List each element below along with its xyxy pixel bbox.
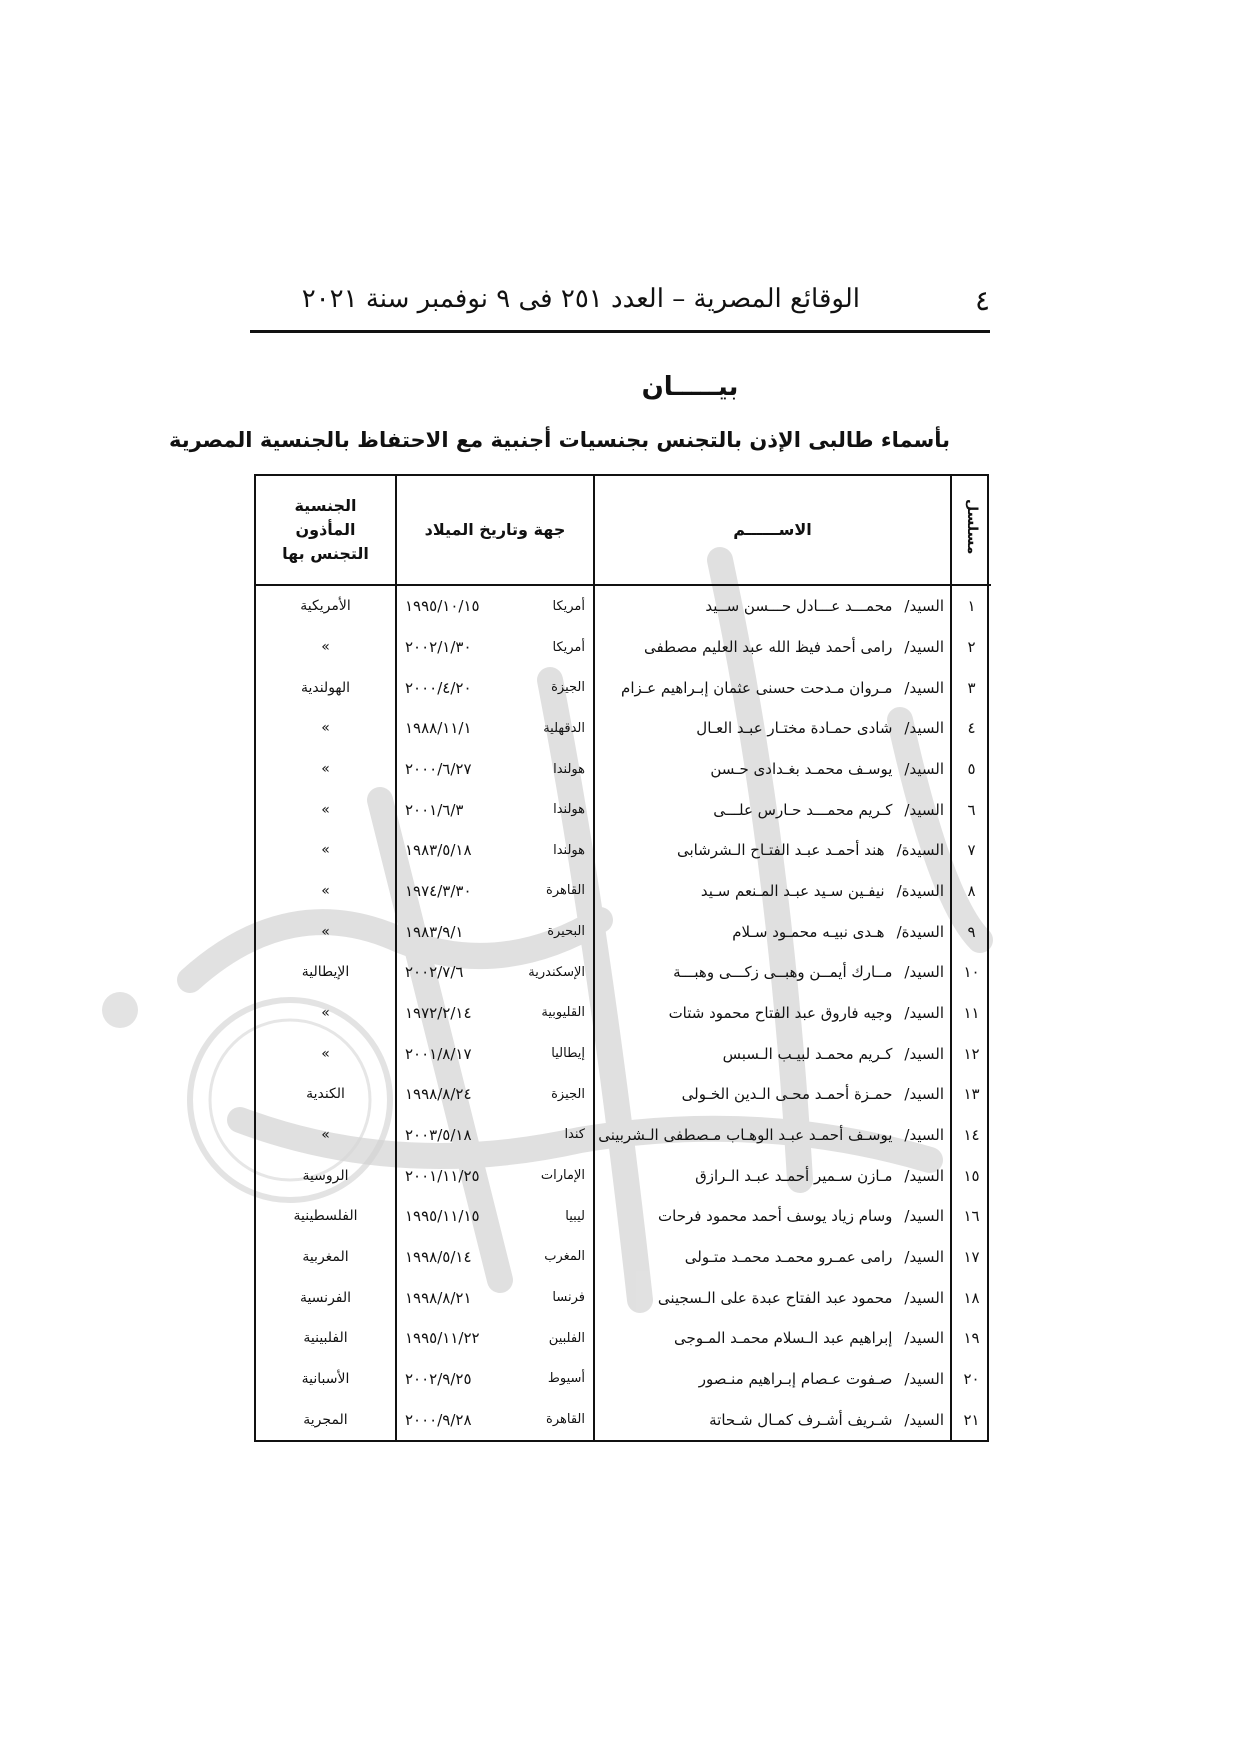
name-cell <box>594 871 951 912</box>
nationality-cell: الأسبانية <box>301 1370 350 1387</box>
birth-date: ٢٠٠٣/٥/١٨ <box>405 1125 472 1144</box>
person-name: حمـزة أحمـد محـى الـدين الخـولى <box>681 1085 893 1104</box>
birth-place: كندا <box>564 1127 585 1143</box>
serial-number-cell: ٧ <box>951 830 991 871</box>
name-cell <box>594 952 951 993</box>
serial-number-cell: ١٥ <box>951 1155 991 1196</box>
birth-date: ١٩٩٥/١١/١٥ <box>405 1207 480 1226</box>
honorific: السيد/ <box>904 1003 944 1022</box>
honorific: السيد/ <box>904 800 944 819</box>
birth-place: الإمارات <box>540 1168 585 1184</box>
serial-number-cell: ٦ <box>951 789 991 830</box>
name-cell <box>594 708 951 749</box>
birth-cell <box>396 993 594 1034</box>
table-row <box>256 952 991 993</box>
birth-place: المغرب <box>544 1249 585 1265</box>
serial-number-cell: ١٢ <box>951 1033 991 1074</box>
table-row <box>256 749 991 790</box>
birth-cell <box>396 627 594 668</box>
honorific: السيد/ <box>904 1329 944 1348</box>
nationality-cell: » <box>321 842 330 859</box>
table-row <box>256 1033 991 1074</box>
person-name: هند أحمـد عبـد الفتـاح الـشرشابى <box>676 841 885 860</box>
serial-number-cell: ١٨ <box>951 1277 991 1318</box>
table-row <box>256 667 991 708</box>
birth-cell <box>396 1196 594 1237</box>
birth-cell <box>396 1155 594 1196</box>
table-row <box>256 1196 991 1237</box>
birth-place: إيطاليا <box>551 1046 585 1062</box>
table-row <box>256 1074 991 1115</box>
person-name: رامى أحمد فيظ الله عبد العليم مصطفى <box>643 638 893 657</box>
birth-place: القليوبية <box>541 1005 585 1021</box>
nationality-header-line1: الجنسية المأذون <box>294 496 357 539</box>
person-name: محمـــد عـــادل حـــسن ســيد <box>705 597 893 616</box>
name-cell <box>594 749 951 790</box>
name-cell <box>594 1359 951 1400</box>
birth-cell <box>396 1277 594 1318</box>
nationality-cell: » <box>321 1045 330 1062</box>
serial-number-cell: ١ <box>951 585 991 627</box>
page-header <box>250 282 990 333</box>
table-row <box>256 708 991 749</box>
birth-date: ٢٠٠٢/٩/٢٥ <box>405 1369 472 1388</box>
birth-date: ٢٠٠١/١١/٢٥ <box>405 1166 480 1185</box>
table-row <box>256 1359 991 1400</box>
birth-date: ١٩٨٣/٩/١ <box>405 922 464 941</box>
honorific: السيدة/ <box>896 922 944 941</box>
birth-date: ٢٠٠١/٨/١٧ <box>405 1044 472 1063</box>
birth-cell <box>396 749 594 790</box>
person-name: مـازن سـمير أحمـد عبـد الـرازق <box>695 1166 893 1185</box>
birth-place: أمريكا <box>552 598 585 614</box>
name-cell <box>594 1074 951 1115</box>
birth-date: ١٩٩٨/٨/٢١ <box>405 1288 472 1307</box>
birth-place: أمريكا <box>552 639 585 655</box>
table-row <box>256 830 991 871</box>
person-name: صـفوت عـصام إبـراهيم منـصور <box>698 1369 893 1388</box>
serial-number-cell: ١٧ <box>951 1237 991 1278</box>
honorific: السيد/ <box>904 1125 944 1144</box>
nationality-header-line2: التجنس بها <box>282 544 369 563</box>
person-name: يوسـف محمـد بغـدادى حـسن <box>710 760 893 778</box>
serial-number-cell: ٢١ <box>951 1399 991 1440</box>
birth-cell <box>396 1359 594 1400</box>
nationality-cell: الفلسطينية <box>293 1208 358 1225</box>
table-row <box>256 871 991 912</box>
nationality-cell: المغربية <box>302 1248 349 1265</box>
nationality-cell: الأمريكية <box>300 598 351 615</box>
birth-cell <box>396 1115 594 1156</box>
birth-date: ١٩٩٨/٥/١٤ <box>405 1247 472 1266</box>
nationality-cell: الإيطالية <box>301 964 350 981</box>
person-name: هـدى نبيـه محمـود سـلام <box>732 922 885 941</box>
serial-number-cell: ٢٠ <box>951 1359 991 1400</box>
column-header-name: الاســــــم <box>594 476 951 585</box>
honorific: السيد/ <box>904 1247 944 1266</box>
serial-number-cell: ١٤ <box>951 1115 991 1156</box>
serial-number-cell: ١٣ <box>951 1074 991 1115</box>
name-cell <box>594 1399 951 1440</box>
nationality-cell: » <box>321 1126 330 1143</box>
name-cell <box>594 585 951 627</box>
birth-date: ٢٠٠٢/٧/٦ <box>405 963 464 982</box>
column-header-nationality <box>256 476 396 585</box>
person-name: وجيه فاروق عبد الفتاح محمود شتات <box>668 1003 893 1022</box>
name-cell <box>594 911 951 952</box>
person-name: وسام زياد يوسف أحمد محمود فرحات <box>658 1207 893 1226</box>
naturalization-table-frame <box>254 474 989 1442</box>
person-name: محمود عبد الفتاح عبدة على الـسجينى <box>657 1288 893 1307</box>
birth-cell <box>396 1237 594 1278</box>
table-row <box>256 1155 991 1196</box>
name-cell <box>594 1196 951 1237</box>
birth-cell <box>396 1074 594 1115</box>
nationality-cell: الفلبينية <box>303 1330 348 1347</box>
serial-number-cell: ١٦ <box>951 1196 991 1237</box>
document-heading: بيـــــان <box>641 372 739 402</box>
nationality-cell: الروسية <box>302 1167 349 1184</box>
birth-date: ٢٠٠٢/١/٣٠ <box>405 638 472 657</box>
person-name: رامى عمـرو محمـد محمـد متـولى <box>684 1247 893 1266</box>
honorific: السيد/ <box>904 1410 944 1429</box>
person-name: شادى حمـادة مختـار عبـد العـال <box>696 719 893 738</box>
nationality-cell: » <box>321 761 330 777</box>
nationality-cell: » <box>321 639 330 656</box>
person-name: مــارك أيمــن وهبــى زكـــى وهبـــة <box>673 963 893 982</box>
table-header-row <box>256 476 991 585</box>
serial-number-cell: ٥ <box>951 749 991 790</box>
birth-place: هولندا <box>553 842 585 858</box>
birth-cell <box>396 911 594 952</box>
honorific: السيد/ <box>904 963 944 982</box>
table-row <box>256 911 991 952</box>
birth-date: ١٩٩٥/١١/٢٢ <box>405 1329 480 1348</box>
nationality-cell: » <box>321 882 330 899</box>
birth-cell <box>396 1318 594 1359</box>
nationality-cell: » <box>321 801 330 818</box>
birth-place: الجيزة <box>551 680 585 696</box>
birth-cell <box>396 789 594 830</box>
birth-date: ١٩٩٥/١٠/١٥ <box>405 597 480 616</box>
serial-number-cell: ١٩ <box>951 1318 991 1359</box>
column-header-birth: جهة وتاريخ الميلاد <box>396 476 594 585</box>
nationality-cell: الفرنسية <box>299 1289 352 1306</box>
document-subheading: بأسماء طالبى الإذن بالتجنس بجنسيات أجنبية مع الاحتفاظ بالجنسية المصرية <box>168 428 950 452</box>
serial-number-cell: ٤ <box>951 708 991 749</box>
person-name: كـريم محمـــد حـارس علـــى <box>713 800 893 819</box>
honorific: السيد/ <box>904 1085 944 1104</box>
birth-place: الدقهلية <box>543 720 585 736</box>
table-body <box>256 585 991 1440</box>
honorific: السيد/ <box>904 1207 944 1226</box>
nationality-cell: » <box>321 720 330 737</box>
nationality-cell: » <box>321 1004 330 1021</box>
name-cell <box>594 1033 951 1074</box>
nationality-cell: الهولندية <box>300 679 351 696</box>
birth-cell <box>396 585 594 627</box>
table-row <box>256 1399 991 1440</box>
person-name: يوسـف أحمـد عبـد الوهـاب مـصطفى الـشربينى <box>598 1125 893 1144</box>
serial-number-cell: ٣ <box>951 667 991 708</box>
birth-place: فرنسا <box>552 1290 585 1306</box>
naturalization-table <box>256 476 991 1440</box>
person-name: مـروان مـدحت حسنى عثمان إبـراهيم عـزام <box>621 678 893 697</box>
table-row <box>256 585 991 627</box>
birth-date: ١٩٩٨/٨/٢٤ <box>405 1085 472 1104</box>
birth-place: القاهرة <box>546 883 585 899</box>
honorific: السيد/ <box>904 719 944 738</box>
birth-place: الفلبين <box>548 1330 585 1346</box>
table-row <box>256 1115 991 1156</box>
birth-cell <box>396 830 594 871</box>
birth-date: ٢٠٠٠/٦/٢٧ <box>405 760 472 778</box>
birth-date: ٢٠٠٠/٩/٢٨ <box>405 1410 472 1429</box>
birth-cell <box>396 871 594 912</box>
birth-place: الجيزة <box>551 1086 585 1102</box>
name-cell <box>594 1277 951 1318</box>
birth-date: ٢٠٠٠/٤/٢٠ <box>405 678 472 697</box>
birth-date: ١٩٨٣/٥/١٨ <box>405 841 472 860</box>
birth-place: أسيوط <box>547 1371 585 1387</box>
page-number: ٤ <box>974 284 990 317</box>
serial-number-cell: ٩ <box>951 911 991 952</box>
table-row <box>256 993 991 1034</box>
birth-cell <box>396 952 594 993</box>
honorific: السيدة/ <box>896 881 944 900</box>
name-cell <box>594 789 951 830</box>
nationality-cell: المجرية <box>303 1411 348 1428</box>
table-row <box>256 1277 991 1318</box>
birth-date: ١٩٧٢/٢/١٤ <box>405 1003 472 1022</box>
gazette-issue-title: الوقائع المصرية – العدد ٢٥١ فى ٩ نوفمبر سنة ٢٠٢١ <box>301 284 860 314</box>
nationality-cell: » <box>321 923 330 940</box>
honorific: السيد/ <box>904 597 944 616</box>
birth-date: ١٩٨٨/١١/١ <box>405 719 472 738</box>
person-name: إبراهيم عبد الـسلام محمـد المـوجى <box>674 1329 893 1348</box>
serial-number-cell: ١٠ <box>951 952 991 993</box>
birth-cell <box>396 1399 594 1440</box>
name-cell <box>594 993 951 1034</box>
birth-place: البحيرة <box>547 924 585 940</box>
table-row <box>256 1237 991 1278</box>
honorific: السيد/ <box>904 1166 944 1185</box>
name-cell <box>594 830 951 871</box>
birth-place: الإسكندرية <box>528 964 585 980</box>
honorific: السيد/ <box>904 1369 944 1388</box>
birth-place: ليبيا <box>565 1208 585 1224</box>
person-name: نيفـين سـيد عبـد المـنعم سـيد <box>700 881 885 900</box>
name-cell <box>594 1115 951 1156</box>
name-cell <box>594 1155 951 1196</box>
birth-place: هولندا <box>553 802 585 818</box>
name-cell <box>594 1237 951 1278</box>
honorific: السيد/ <box>904 760 944 778</box>
table-row <box>256 1318 991 1359</box>
honorific: السيدة/ <box>896 841 944 860</box>
birth-date: ١٩٧٤/٣/٣٠ <box>405 881 472 900</box>
honorific: السيد/ <box>904 638 944 657</box>
person-name: شـريف أشـرف كمـال شـحاتة <box>709 1410 893 1429</box>
person-name: كـريم محمـد لبيـب الـسبس <box>722 1044 893 1063</box>
honorific: السيد/ <box>904 678 944 697</box>
honorific: السيد/ <box>904 1044 944 1063</box>
birth-cell <box>396 708 594 749</box>
honorific: السيد/ <box>904 1288 944 1307</box>
column-header-serial: مسلسل <box>951 476 991 585</box>
serial-number-cell: ٢ <box>951 627 991 668</box>
nationality-cell: الكندية <box>306 1086 345 1103</box>
birth-date: ٢٠٠١/٦/٣ <box>405 800 464 819</box>
serial-number-cell: ١١ <box>951 993 991 1034</box>
name-cell <box>594 1318 951 1359</box>
table-row <box>256 789 991 830</box>
birth-place: هولندا <box>553 761 585 777</box>
birth-place: القاهرة <box>546 1412 585 1428</box>
name-cell <box>594 667 951 708</box>
serial-number-cell: ٨ <box>951 871 991 912</box>
name-cell <box>594 627 951 668</box>
birth-cell <box>396 1033 594 1074</box>
birth-cell <box>396 667 594 708</box>
table-row <box>256 627 991 668</box>
